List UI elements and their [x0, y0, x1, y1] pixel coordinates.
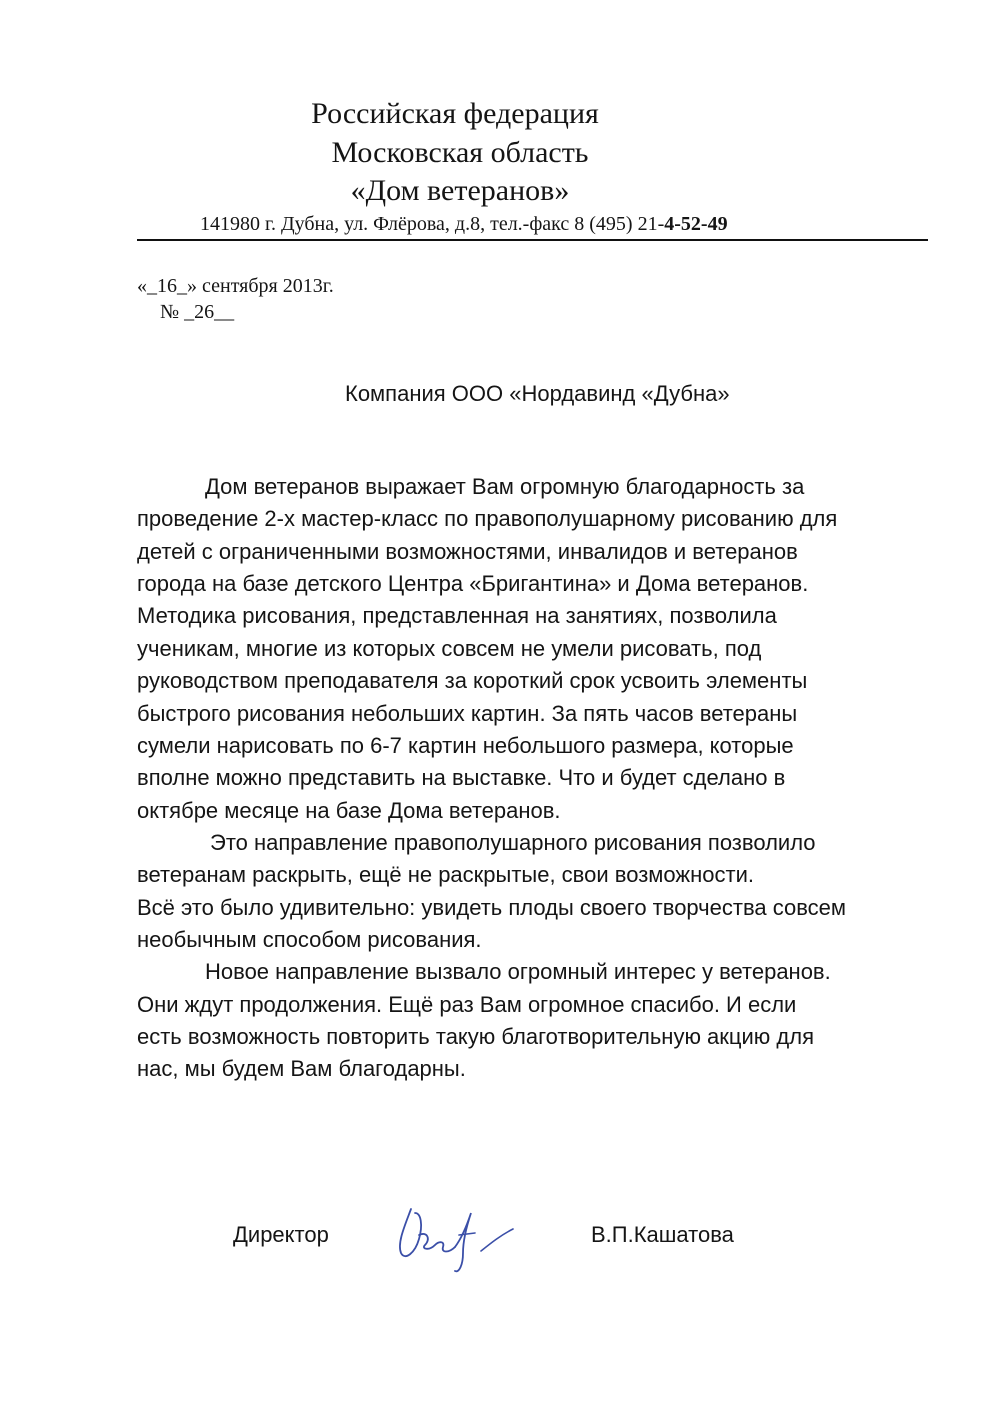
letter-number: № _26__ [160, 301, 235, 323]
body-line: есть возможность повторить такую благотворительную акцию для [137, 1024, 815, 1049]
recipient: Компания ООО «Нордавинд «Дубна» [345, 381, 730, 406]
body-line: ученикам, многие из которых совсем не умели рисовать, под [137, 636, 762, 661]
body-line: сумели нарисовать по 6-7 картин небольшого размера, которые [137, 733, 794, 758]
body-line: октябре месяце на базе Дома ветеранов. [137, 798, 561, 823]
header-organization: «Дом ветеранов» [350, 174, 570, 207]
body-line: Всё это было удивительно: увидеть плоды своего творчества совсем [137, 895, 847, 920]
address-text: 141980 г. Дубна, ул. Флёрова, д.8, тел.-факс 8 (495) 21- [200, 213, 665, 235]
signature-role: Директор [233, 1222, 329, 1247]
body-line: Методика рисования, представленная на занятиях, позволила [137, 603, 777, 628]
phone-number-bold: 4-52-49 [664, 213, 728, 235]
body-line: руководством преподавателя за короткий срок усвоить элементы [137, 668, 808, 693]
body-line: ветеранам раскрыть, ещё не раскрытые, свои возможности. [137, 862, 754, 887]
signature-name: В.П.Кашатова [591, 1222, 734, 1247]
header-region: Московская область [331, 136, 589, 169]
header-divider [137, 239, 928, 241]
body-line: необычным способом рисования. [137, 927, 482, 952]
header-country: Российская федерация [311, 97, 599, 130]
handwritten-signature [375, 1195, 525, 1275]
body-line: быстрого рисования небольших картин. За пять часов ветераны [137, 701, 798, 726]
body-line: города на базе детского Центра «Бригантина» и Дома ветеранов. [137, 571, 809, 596]
body-line: нас, мы будем Вам благодарны. [137, 1056, 466, 1081]
body-line: вполне можно представить на выставке. Что и будет сделано в [137, 765, 786, 790]
letter-date: «_16_» сентября 2013г. [137, 275, 334, 297]
body-line: проведение 2-х мастер-класс по правополушарному рисованию для [137, 506, 838, 531]
body-line: детей с ограниченными возможностями, инвалидов и ветеранов [137, 539, 798, 564]
body-line: Это направление правополушарного рисования позволило [210, 830, 816, 855]
header-address [200, 212, 728, 236]
body-line: Новое направление вызвало огромный интерес у ветеранов. [205, 959, 831, 984]
body-line: Дом ветеранов выражает Вам огромную благодарность за [205, 474, 805, 499]
body-line: Они ждут продолжения. Ещё раз Вам огромное спасибо. И если [137, 992, 797, 1017]
